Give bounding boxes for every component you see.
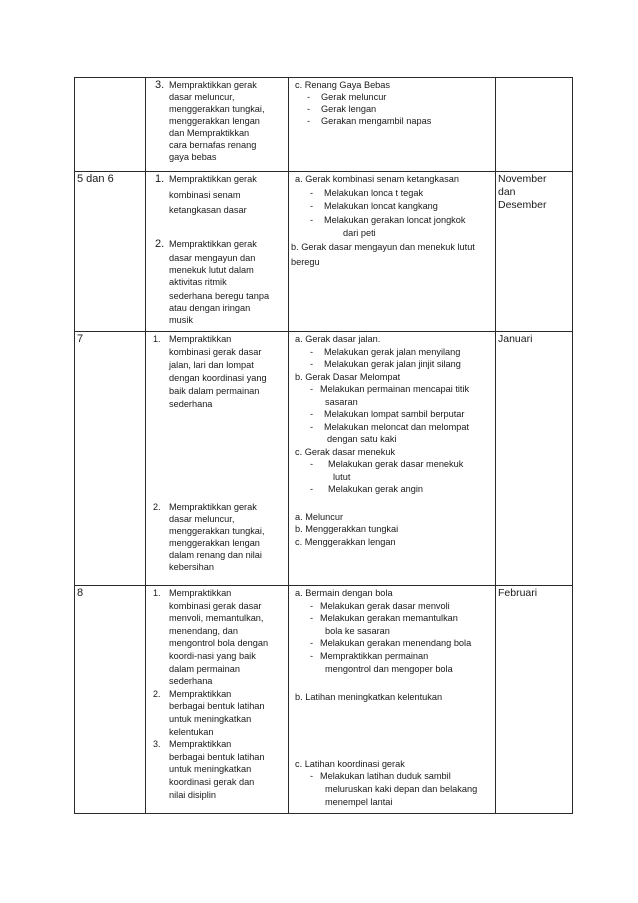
competency-item: 1. Mempraktikkan kombinasi gerak dasar menvoli, memantulkan, menendang, dan mengontrol bola dengan koordi-nasi yang baik dalam permainan sederhana bbox=[153, 588, 269, 687]
month-cell: Januari bbox=[496, 332, 573, 586]
meeting-cell: 5 dan 6 bbox=[75, 172, 146, 332]
competency-cell bbox=[146, 172, 289, 332]
competency-item: 3. Mempraktikkan gerak dasar meluncur, menggerakkan tungkai, menggerakkan lengan dan Mempraktikkan cara bernafas renang gaya bebas bbox=[155, 79, 265, 162]
material-cell: a. Gerak dasar jalan. - Melakukan gerak jalan menyilang - Melakukan gerak jalan jinjit silang b. Gerak Dasar Melompat - Melakukan permainan mencapai titik sasaran - Melakukan lompat sambil berputar - Melakukan meloncat dan melompat dengan satu kaki c. Gerak dasar menekuk - Melakukan gerak dasar menekuk lutut - Melakukan gerak angin a. Meluncur b. Menggerakkan tungkai c. Menggerakkan lengan bbox=[289, 332, 496, 586]
competency-item: 1. Mempraktikkan gerak kombinasi senam ketangkasan dasar bbox=[155, 173, 257, 215]
competency-item: 3. Mempraktikkan berbagai bentuk latihan untuk meningkatkan koordinasi gerak dan nilai disiplin bbox=[153, 739, 265, 800]
material-cell: a. Gerak kombinasi senam ketangkasan - Melakukan lonca t tegak - Melakukan loncat kangkang - Melakukan gerakan loncat jongkok dari peti b. Gerak dasar mengayun dan menekuk lutut beregu bbox=[289, 172, 496, 332]
competency-item: 1. Mempraktikkan kombinasi gerak dasar jalan, lari dan lompat dengan koordinasi yang baik dalam permainan sederhana bbox=[153, 334, 267, 409]
competency-cell bbox=[146, 586, 289, 814]
month-cell: November dan Desember bbox=[496, 172, 573, 332]
meeting-cell bbox=[75, 78, 146, 172]
material-cell: c. Renang Gaya Bebas - Gerak meluncur - Gerak lengan - Gerakan mengambil napas bbox=[289, 78, 496, 172]
competency-item: 2. Mempraktikkan gerak dasar meluncur, menggerakkan tungkai, menggerakkan lengan dalam renang dan nilai kebersihan bbox=[153, 502, 265, 572]
competency-cell bbox=[146, 332, 289, 586]
competency-cell bbox=[146, 78, 289, 172]
table-row bbox=[75, 172, 573, 332]
month-cell: Februari bbox=[496, 586, 573, 814]
table-row bbox=[75, 586, 573, 814]
material-cell: a. Bermain dengan bola - Melakukan gerak dasar menvoli - Melakukan gerakan memantulkan bola ke sasaran - Melakukan gerakan menendang bola - Mempraktikkan permainan mengontrol dan mengoper bola b. Latihan meningkatkan kelentukan c. Latihan koordinasi gerak - Melakukan latihan duduk sambil meluruskan kaki depan dan belakang menempel lantai bbox=[289, 586, 496, 814]
month-cell bbox=[496, 78, 573, 172]
table-row bbox=[75, 78, 573, 172]
competency-item: 2. Mempraktikkan berbagai bentuk latihan untuk meningkatkan kelentukan bbox=[153, 688, 265, 737]
meeting-cell: 7 bbox=[75, 332, 146, 586]
syllabus-table bbox=[74, 77, 573, 814]
meeting-cell: 8 bbox=[75, 586, 146, 814]
table-row bbox=[75, 332, 573, 586]
competency-item: 2. Mempraktikkan gerak dasar mengayun dan menekuk lutut dalam aktivitas ritmik sederhana beregu tanpa atau dengan iringan musik bbox=[155, 237, 270, 325]
